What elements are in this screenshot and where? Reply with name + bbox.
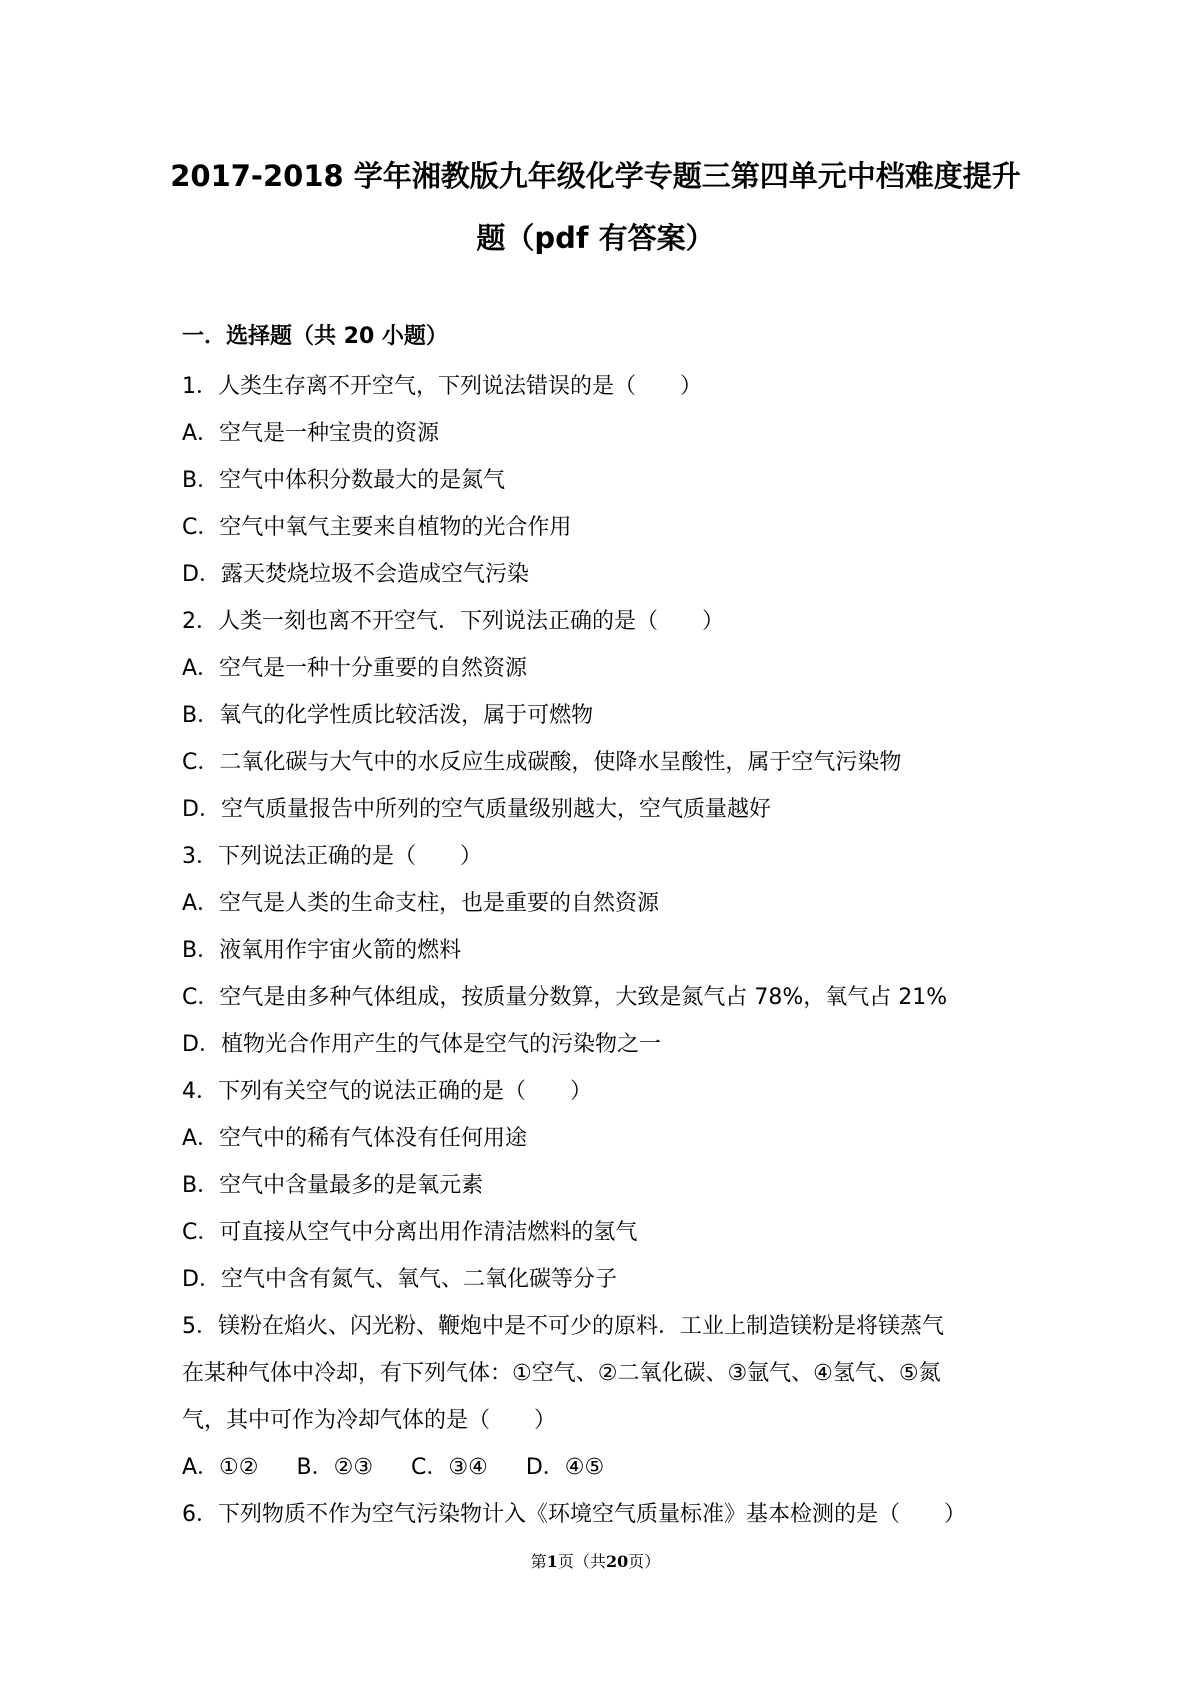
question-3-option-c: C．空气是由多种气体组成，按质量分数算，大致是氮气占 78%，氧气占 21% xyxy=(182,985,948,1010)
question-3-stem: 3．下列说法正确的是（ ） xyxy=(182,844,482,869)
question-5-options xyxy=(182,1454,642,1482)
question-2-option-a: A．空气是一种十分重要的自然资源 xyxy=(182,656,528,681)
document-title-line-2: 题（pdf 有答案） xyxy=(476,221,715,255)
question-5-stem-line-1: 5．镁粉在焰火、闪光粉、鞭炮中是不可少的原料．工业上制造镁粉是将镁蒸气 xyxy=(182,1314,944,1339)
question-3-option-a: A．空气是人类的生命支柱，也是重要的自然资源 xyxy=(182,891,660,916)
footer-suffix: 页） xyxy=(628,1552,661,1571)
question-1-option-d: D．露天焚烧垃圾不会造成空气污染 xyxy=(182,562,529,587)
question-1-stem: 1．人类生存离不开空气，下列说法错误的是（ ） xyxy=(182,374,702,399)
footer-prefix: 第 xyxy=(530,1552,547,1571)
section-heading: 一．选择题（共 20 小题） xyxy=(182,324,448,349)
question-4-option-b: B．空气中含量最多的是氧元素 xyxy=(182,1173,484,1198)
question-5-option-a: A．①② xyxy=(182,1455,259,1480)
question-5-stem-line-3: 气，其中可作为冷却气体的是（ ） xyxy=(182,1408,557,1433)
question-4-option-a: A．空气中的稀有气体没有任何用途 xyxy=(182,1126,528,1151)
footer-middle: 页（共 xyxy=(557,1552,606,1571)
question-5-option-d: D．④⑤ xyxy=(525,1455,605,1480)
document-title-line-1: 2017-2018 学年湘教版九年级化学专题三第四单元中档难度提升 xyxy=(170,159,1021,193)
question-5-option-c: C．③④ xyxy=(411,1455,488,1480)
footer-total-pages: 20 xyxy=(605,1552,629,1571)
question-4-stem: 4．下列有关空气的说法正确的是（ ） xyxy=(182,1079,592,1104)
question-2-option-b: B．氧气的化学性质比较活泼，属于可燃物 xyxy=(182,703,594,728)
footer-page-number: 1 xyxy=(546,1552,558,1571)
page-footer xyxy=(0,1552,1191,1572)
question-3-option-d: D．植物光合作用产生的气体是空气的污染物之一 xyxy=(182,1032,661,1057)
question-3-option-b: B．液氧用作宇宙火箭的燃料 xyxy=(182,938,462,963)
question-2-option-c: C．二氧化碳与大气中的水反应生成碳酸，使降水呈酸性，属于空气污染物 xyxy=(182,750,902,775)
question-2-stem: 2．人类一刻也离不开空气．下列说法正确的是（ ） xyxy=(182,609,724,634)
question-4-option-c: C．可直接从空气中分离出用作清洁燃料的氢气 xyxy=(182,1220,638,1245)
question-1-option-a: A．空气是一种宝贵的资源 xyxy=(182,421,440,446)
question-4-option-d: D．空气中含有氮气、氧气、二氧化碳等分子 xyxy=(182,1267,617,1292)
question-5-option-b: B．②③ xyxy=(296,1455,374,1480)
question-5-stem-line-2: 在某种气体中冷却，有下列气体：①空气、②二氧化碳、③氩气、④氢气、⑤氮 xyxy=(182,1361,941,1386)
question-2-option-d: D．空气质量报告中所列的空气质量级别越大，空气质量越好 xyxy=(182,797,771,822)
question-6-stem: 6．下列物质不作为空气污染物计入《环境空气质量标准》基本检测的是（ ） xyxy=(182,1502,966,1527)
question-1-option-b: B．空气中体积分数最大的是氮气 xyxy=(182,468,506,493)
question-1-option-c: C．空气中氧气主要来自植物的光合作用 xyxy=(182,515,572,540)
